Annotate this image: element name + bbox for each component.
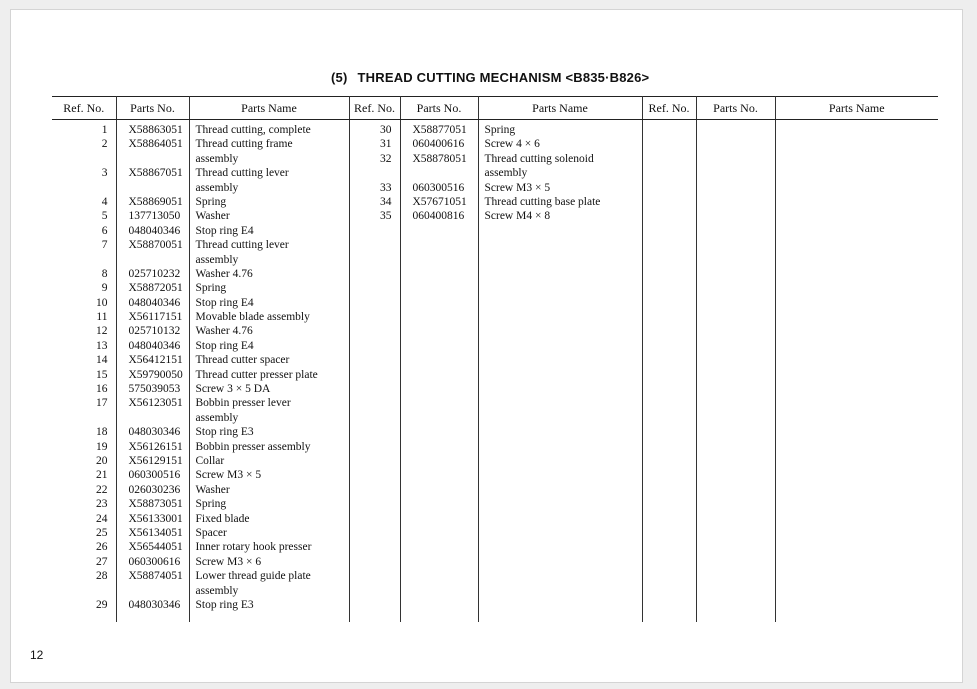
header-parts-name-2: Parts Name bbox=[478, 97, 642, 120]
ref-number: 25 bbox=[96, 526, 108, 539]
spacer-line bbox=[117, 411, 189, 425]
ref-column-3 bbox=[642, 120, 696, 623]
part-number: X56129151 bbox=[128, 454, 183, 467]
part-number: X58874051 bbox=[128, 570, 183, 583]
part-number: X58878051 bbox=[412, 152, 467, 165]
part-number: 026030236 bbox=[128, 483, 181, 496]
part-number: X56133001 bbox=[128, 512, 183, 525]
part-number: 060300616 bbox=[128, 555, 181, 568]
spacer-line bbox=[117, 253, 189, 267]
part-number: 060300516 bbox=[128, 469, 181, 482]
part-number: 060400616 bbox=[412, 138, 465, 151]
part-number: 575039053 bbox=[128, 383, 181, 396]
table-body-row bbox=[52, 120, 938, 623]
ref-number: 5 bbox=[101, 210, 108, 223]
part-number: X56117151 bbox=[128, 311, 183, 324]
part-number: X58867051 bbox=[128, 167, 183, 180]
parts-no-column-2 bbox=[400, 120, 478, 623]
part-name: Spacer bbox=[195, 526, 227, 539]
part-number: X58877051 bbox=[412, 124, 467, 136]
ref-number: 16 bbox=[96, 383, 108, 396]
ref-number: 1 bbox=[101, 124, 108, 136]
ref-number: 35 bbox=[380, 210, 392, 223]
spacer-line bbox=[52, 152, 116, 166]
ref-number: 21 bbox=[96, 469, 108, 482]
ref-number: 13 bbox=[96, 339, 108, 352]
part-name: Stop ring E3 bbox=[195, 598, 254, 611]
ref-number: 7 bbox=[101, 239, 108, 252]
parts-name-column-1 bbox=[189, 120, 349, 623]
part-name: Washer bbox=[195, 210, 230, 223]
ref-column-2 bbox=[349, 120, 400, 623]
section-title: THREAD CUTTING MECHANISM bbox=[357, 70, 562, 85]
ref-number: 12 bbox=[96, 325, 108, 338]
part-name: Screw M4 × 8 bbox=[484, 210, 551, 223]
part-number: X58869051 bbox=[128, 195, 183, 208]
ref-number: 26 bbox=[96, 541, 108, 554]
part-name: assembly bbox=[195, 584, 239, 597]
part-number: X56126151 bbox=[128, 440, 183, 453]
part-name: assembly bbox=[484, 167, 528, 180]
ref-number: 2 bbox=[101, 138, 108, 151]
part-number: 025710232 bbox=[128, 267, 181, 280]
ref-number: 3 bbox=[101, 167, 108, 180]
part-name: Stop ring E4 bbox=[195, 339, 254, 352]
page-number: 12 bbox=[30, 648, 44, 662]
part-name: Stop ring E3 bbox=[195, 426, 254, 439]
ref-number: 30 bbox=[380, 124, 392, 136]
spacer-line bbox=[117, 152, 189, 166]
part-name: Thread cutter presser plate bbox=[195, 368, 318, 381]
part-name: assembly bbox=[195, 181, 239, 194]
ref-number: 33 bbox=[380, 181, 392, 194]
ref-number: 32 bbox=[380, 152, 392, 165]
part-name: assembly bbox=[195, 253, 239, 266]
table-header-row bbox=[52, 97, 938, 120]
part-name: Washer 4.76 bbox=[195, 267, 253, 280]
ref-number: 20 bbox=[96, 454, 108, 467]
spacer-line bbox=[52, 253, 116, 267]
part-name: Bobbin presser lever bbox=[195, 397, 291, 410]
header-parts-name-1: Parts Name bbox=[189, 97, 349, 120]
ref-number: 10 bbox=[96, 296, 108, 309]
part-name: Movable blade assembly bbox=[195, 311, 310, 324]
ref-number: 11 bbox=[96, 311, 108, 324]
part-number: X56412151 bbox=[128, 354, 183, 367]
ref-number: 28 bbox=[96, 570, 108, 583]
part-name: Thread cutting frame bbox=[195, 138, 293, 151]
part-name: Thread cutting solenoid bbox=[484, 152, 594, 165]
ref-number: 18 bbox=[96, 426, 108, 439]
header-parts-no-2: Parts No. bbox=[400, 97, 478, 120]
part-name: Thread cutting, complete bbox=[195, 124, 311, 136]
part-name: Thread cutting base plate bbox=[484, 195, 601, 208]
part-number: X56544051 bbox=[128, 541, 183, 554]
part-name: Thread cutting lever bbox=[195, 167, 289, 180]
parts-no-column-3 bbox=[696, 120, 775, 623]
part-number: X57671051 bbox=[412, 195, 467, 208]
part-name: assembly bbox=[195, 411, 239, 424]
header-ref-no-2: Ref. No. bbox=[349, 97, 400, 120]
part-name: Screw M3 × 5 bbox=[195, 469, 262, 482]
part-number: 060400816 bbox=[412, 210, 465, 223]
part-name: Screw M3 × 6 bbox=[195, 555, 262, 568]
part-name: Stop ring E4 bbox=[195, 296, 254, 309]
model-codes: <B835·B826> bbox=[565, 70, 650, 85]
spacer-line bbox=[350, 166, 400, 180]
spacer-line bbox=[117, 181, 189, 195]
page-title bbox=[331, 70, 649, 85]
part-number: 048040346 bbox=[128, 339, 181, 352]
parts-table bbox=[52, 96, 938, 622]
ref-number: 9 bbox=[101, 282, 108, 295]
ref-number: 6 bbox=[101, 224, 108, 237]
ref-number: 24 bbox=[96, 512, 108, 525]
part-number: 048030346 bbox=[128, 598, 181, 611]
part-name: Stop ring E4 bbox=[195, 224, 254, 237]
part-name: Spring bbox=[195, 498, 227, 511]
part-name: Washer 4.76 bbox=[195, 325, 253, 338]
ref-number: 15 bbox=[96, 368, 108, 381]
header-ref-no-1: Ref. No. bbox=[52, 97, 116, 120]
part-name: Bobbin presser assembly bbox=[195, 440, 311, 453]
part-name: Collar bbox=[195, 454, 225, 467]
part-number: X56123051 bbox=[128, 397, 183, 410]
part-number: 048040346 bbox=[128, 296, 181, 309]
part-number: X56134051 bbox=[128, 526, 183, 539]
ref-number: 4 bbox=[101, 195, 108, 208]
ref-number: 34 bbox=[380, 195, 392, 208]
part-name: Inner rotary hook presser bbox=[195, 541, 312, 554]
part-number: X58864051 bbox=[128, 138, 183, 151]
part-name: assembly bbox=[195, 152, 239, 165]
part-number: 060300516 bbox=[412, 181, 465, 194]
part-name: Screw 4 × 6 bbox=[484, 138, 540, 151]
part-number: 025710132 bbox=[128, 325, 181, 338]
part-number: X58870051 bbox=[128, 239, 183, 252]
part-name: Spring bbox=[195, 282, 227, 295]
part-name: Fixed blade bbox=[195, 512, 250, 525]
part-name: Screw 3 × 5 DA bbox=[195, 383, 271, 396]
header-ref-no-3: Ref. No. bbox=[642, 97, 696, 120]
spacer-line bbox=[401, 166, 478, 180]
part-number: X58872051 bbox=[128, 282, 183, 295]
ref-number: 31 bbox=[380, 138, 392, 151]
part-number: X58863051 bbox=[128, 124, 183, 136]
section-number: (5) bbox=[331, 70, 348, 85]
part-name: Lower thread guide plate bbox=[195, 570, 311, 583]
ref-number: 8 bbox=[101, 267, 108, 280]
ref-number: 27 bbox=[96, 555, 108, 568]
spacer-line bbox=[52, 181, 116, 195]
parts-name-column-2 bbox=[478, 120, 642, 623]
part-name: Spring bbox=[484, 124, 516, 136]
ref-number: 23 bbox=[96, 498, 108, 511]
header-parts-name-3: Parts Name bbox=[775, 97, 938, 120]
part-number: X59790050 bbox=[128, 368, 183, 381]
parts-name-column-3 bbox=[775, 120, 938, 623]
part-number: 048040346 bbox=[128, 224, 181, 237]
part-name: Spring bbox=[195, 195, 227, 208]
part-name: Thread cutter spacer bbox=[195, 354, 290, 367]
spacer-line bbox=[52, 411, 116, 425]
header-parts-no-1: Parts No. bbox=[116, 97, 189, 120]
header-parts-no-3: Parts No. bbox=[696, 97, 775, 120]
ref-number: 17 bbox=[96, 397, 108, 410]
part-number: 048030346 bbox=[128, 426, 181, 439]
parts-no-column-1 bbox=[116, 120, 189, 623]
ref-number: 19 bbox=[96, 440, 108, 453]
ref-number: 14 bbox=[96, 354, 108, 367]
ref-number: 29 bbox=[96, 598, 108, 611]
spacer-line bbox=[52, 584, 116, 598]
part-number: 137713050 bbox=[128, 210, 181, 223]
part-name: Screw M3 × 5 bbox=[484, 181, 551, 194]
part-name: Washer bbox=[195, 483, 230, 496]
spacer-line bbox=[117, 584, 189, 598]
ref-column-1 bbox=[52, 120, 116, 623]
ref-number: 22 bbox=[96, 483, 108, 496]
part-name: Thread cutting lever bbox=[195, 239, 289, 252]
part-number: X58873051 bbox=[128, 498, 183, 511]
